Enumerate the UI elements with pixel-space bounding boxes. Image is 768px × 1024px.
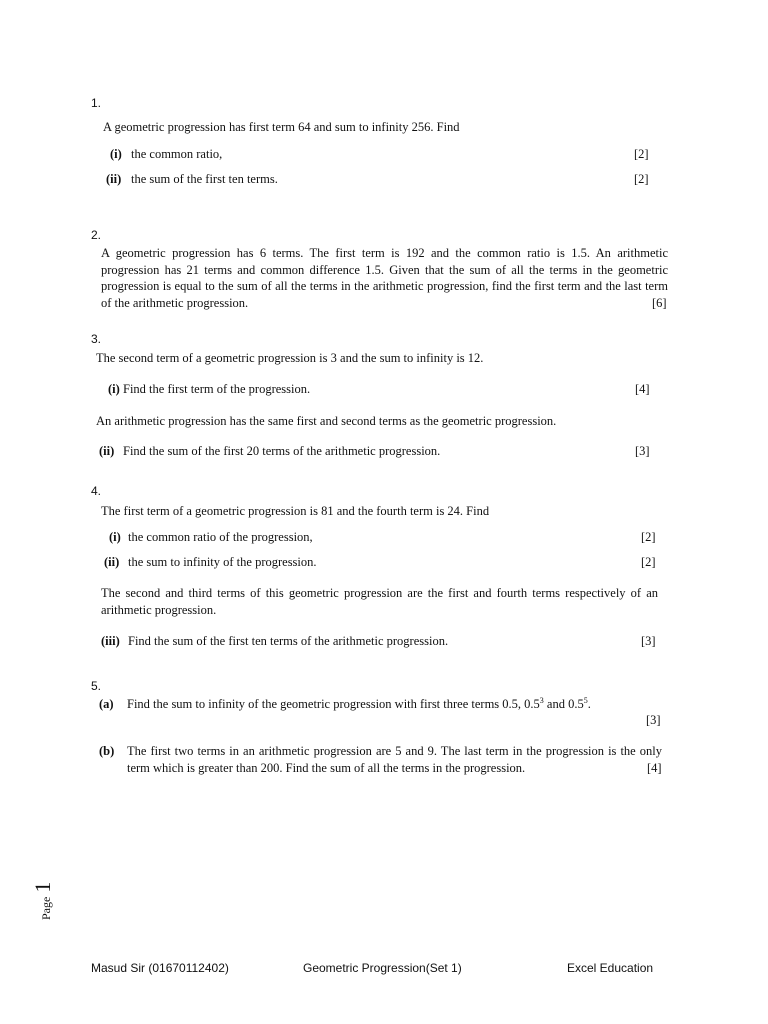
q5-part-a-text-start: Find the sum to infinity of the geometric progression with first three terms 0.5, 0.5 (127, 697, 540, 711)
q3-part-ii-mark: [3] (635, 444, 650, 458)
q5-part-b-mark: [4] (647, 761, 662, 775)
q1-part-i-text: the common ratio, (131, 147, 223, 161)
q5-part-b-label: (b) (99, 744, 115, 758)
q4-part-ii-label: (ii) (104, 555, 120, 569)
q4-part-ii-mark: [2] (641, 555, 656, 569)
q4-part-i-mark: [2] (641, 530, 656, 544)
q1-number: 1. (91, 96, 102, 110)
q4-stem: The first term of a geometric progression is 81 and the fourth term is 24. Find (101, 504, 490, 518)
q4-part-iii-mark: [3] (641, 634, 656, 648)
q3-part-i-label: (i) (108, 382, 120, 396)
q4-part-i-label: (i) (109, 530, 121, 544)
q1-part-i-label: (i) (110, 147, 122, 161)
footer-center: Geometric Progression(Set 1) (303, 961, 462, 975)
q5-part-a-mark: [3] (646, 713, 661, 727)
q4-part-i-text: the common ratio of the progression, (128, 530, 313, 544)
q4-middle: The second and third terms of this geometric progression are the first and fourth terms respectively of an arithmetic progression. (101, 586, 658, 617)
q1-stem: A geometric progression has first term 64 and sum to infinity 256. Find (103, 120, 460, 134)
q5-part-a-label: (a) (99, 697, 114, 711)
q2-text: A geometric progression has 6 terms. The first term is 192 and the common ratio is 1.5. An arithmetic progression has 21 terms and common difference 1.5. Given that the sum of all the terms in the geometric progression is equal to the sum of all the terms in the arithmetic progression, find the first term and the last term of the arithmetic progression. (101, 246, 668, 310)
q5-number: 5. (91, 679, 102, 693)
q5-part-a-exponent-2: 5 (583, 695, 588, 705)
q3-middle: An arithmetic progression has the same first and second terms as the geometric progression. (96, 414, 557, 428)
q3-part-ii-text: Find the sum of the first 20 terms of the arithmetic progression. (123, 444, 441, 458)
q3-part-i-mark: [4] (635, 382, 650, 396)
q4-part-iii-label: (iii) (101, 634, 120, 648)
q1-part-ii-mark: [2] (634, 172, 649, 186)
q5-part-a-text-end: . (587, 697, 591, 711)
q5-part-a-text (127, 696, 591, 713)
q1-part-ii-text: the sum of the first ten terms. (131, 172, 278, 186)
q3-number: 3. (91, 332, 102, 346)
q1-part-i-mark: [2] (634, 147, 649, 161)
q4-number: 4. (91, 484, 102, 498)
q1-part-ii-label: (ii) (106, 172, 122, 186)
q5-part-b-text: The first two terms in an arithmetic progression are 5 and 9. The last term in the progression is the only term which is greater than 200. Find the sum of all the terms in the progression. (127, 744, 662, 775)
q3-part-i-text: Find the first term of the progression. (123, 382, 311, 396)
q2-mark: [6] (652, 296, 667, 310)
footer-right: Excel Education (567, 961, 654, 975)
q3-part-ii-label: (ii) (99, 444, 115, 458)
page-label-word: Page (39, 896, 53, 920)
page-number: 1 (30, 881, 55, 893)
q4-part-ii-text: the sum to infinity of the progression. (128, 555, 317, 569)
q2-number: 2. (91, 228, 102, 242)
page-label (30, 830, 55, 920)
q5-part-a-exponent-1: 3 (539, 695, 544, 705)
footer-left: Masud Sir (01670112402) (91, 961, 229, 975)
q4-part-iii-text: Find the sum of the first ten terms of the arithmetic progression. (128, 634, 449, 648)
q5-part-a-text-mid: and 0.5 (543, 697, 584, 711)
q3-stem: The second term of a geometric progression is 3 and the sum to infinity is 12. (96, 351, 484, 365)
